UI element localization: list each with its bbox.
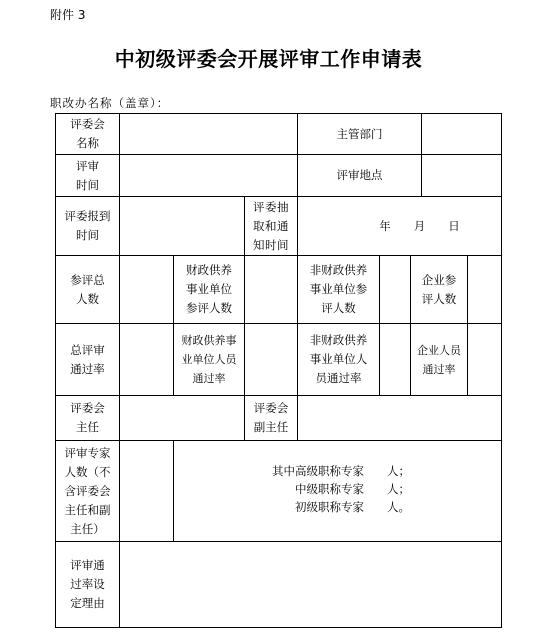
date-field: 年 月 日 [379, 218, 460, 233]
committee-name-label: 评委会 名称 [70, 117, 105, 150]
nonfiscal-pass-rate-label: 非财政供养 事业单位人 员通过率 [309, 333, 368, 385]
senior-experts-line: 其中高级职称专家 人； [272, 464, 410, 478]
review-place-label: 评审地点 [336, 168, 383, 182]
chair-label: 评委会 主任 [70, 401, 105, 434]
form-title: 中初级评委会开展评审工作申请表 [114, 47, 423, 71]
enterprise-applicants-label: 企业参 评人数 [421, 272, 457, 306]
fiscal-applicants-label: 财政供养 事业单位 参评人数 [186, 263, 232, 315]
total-applicants-label: 参评总 人数 [70, 272, 105, 306]
annex-number: 附件 3 [50, 8, 86, 22]
experts-breakdown [230, 462, 410, 516]
vice-chair-label: 评委会 副主任 [253, 401, 289, 434]
total-pass-rate-label: 总评审 通过率 [70, 342, 105, 376]
fiscal-pass-rate-label: 财政供养事 业单位人员 通过率 [181, 334, 237, 385]
junior-experts-line: 初级职称专家 人。 [295, 500, 410, 514]
office-name-label: 职改办名称（盖章）： [50, 96, 170, 110]
review-time-label: 评审 时间 [76, 158, 99, 192]
intermediate-experts-line: 中级职称专家 人； [295, 482, 410, 496]
enterprise-pass-rate-label: 企业人员 通过率 [417, 343, 461, 376]
experts-count-label: 评审专家 人数（不 含评委会 主任和副 主任） [64, 445, 111, 536]
report-time-label: 评委报到 时间 [64, 209, 111, 242]
supervisor-label: 主管部门 [336, 126, 383, 141]
pass-rate-reason-label: 评审通 过率设 定理由 [70, 558, 105, 610]
draw-notice-time-label: 评委抽 取和通 知时间 [253, 199, 289, 252]
nonfiscal-applicants-label: 非财政供养 事业单位参 评人数 [309, 263, 368, 315]
